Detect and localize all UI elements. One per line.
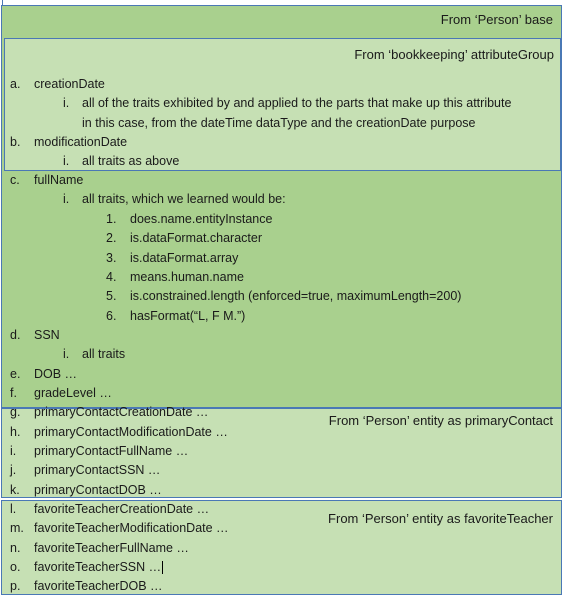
list-text: all of the traits exhibited by and applied to the parts that make up this attribute	[82, 96, 512, 110]
list-text: favoriteTeacherFullName …	[34, 541, 189, 555]
list-marker: 3.	[106, 251, 117, 265]
list-text: all traits	[82, 347, 126, 361]
text-cursor	[162, 561, 163, 574]
list-marker: 5.	[106, 289, 117, 303]
list-text: in this case, from the dateTime dataType and the creationDate purpose	[82, 116, 476, 130]
list-marker: j.	[10, 463, 17, 477]
list-marker: c.	[10, 173, 20, 187]
list-marker: k.	[10, 483, 20, 497]
list-marker: 6.	[106, 309, 117, 323]
list-marker: e.	[10, 367, 21, 381]
list-text: means.human.name	[130, 270, 244, 284]
list-text: favoriteTeacherDOB …	[34, 579, 163, 593]
list-text: primaryContactCreationDate …	[34, 405, 209, 419]
list-text: does.name.entityInstance	[130, 212, 273, 226]
list-text: primaryContactSSN …	[34, 463, 161, 477]
list-marker: 2.	[106, 231, 117, 245]
list-marker: m.	[10, 521, 24, 535]
list-text: DOB …	[34, 367, 78, 381]
list-marker: p.	[10, 579, 21, 593]
list-marker: h.	[10, 425, 21, 439]
list-text: creationDate	[34, 77, 105, 91]
list-text: favoriteTeacherSSN …	[34, 560, 162, 574]
favorite-teacher-heading: From ‘Person’ entity as favoriteTeacher	[328, 511, 553, 526]
list-marker: o.	[10, 560, 21, 574]
list-marker: i.	[63, 154, 70, 168]
list-text: modificationDate	[34, 135, 128, 149]
list-marker: f.	[10, 386, 17, 400]
list-text: primaryContactDOB …	[34, 483, 162, 497]
list-marker: g.	[10, 405, 21, 419]
bookkeeping-heading: From ‘bookkeeping’ attributeGroup	[354, 47, 554, 62]
list-text: primaryContactModificationDate …	[34, 425, 228, 439]
list-marker: i.	[10, 444, 17, 458]
list-marker: l.	[10, 502, 17, 516]
list-marker: i.	[63, 192, 70, 206]
list-text: favoriteTeacherCreationDate …	[34, 502, 210, 516]
primary-contact-heading: From ‘Person’ entity as primaryContact	[328, 413, 553, 428]
list-marker: d.	[10, 328, 21, 342]
list-text: primaryContactFullName …	[34, 444, 189, 458]
list-text: is.dataFormat.character	[130, 231, 262, 245]
list-marker: a.	[10, 77, 21, 91]
list-text: fullName	[34, 173, 84, 187]
list-text: is.constrained.length (enforced=true, maximumLength=200)	[130, 289, 462, 303]
person-base-heading: From ‘Person’ base	[440, 12, 553, 27]
list-marker: 1.	[106, 212, 117, 226]
list-text: hasFormat(“L, F M.”)	[130, 309, 246, 323]
list-text: is.dataFormat.array	[130, 251, 239, 265]
list-marker: 4.	[106, 270, 117, 284]
list-text: favoriteTeacherModificationDate …	[34, 521, 229, 535]
list-marker: i.	[63, 347, 70, 361]
list-text: gradeLevel …	[34, 386, 112, 400]
list-text: all traits, which we learned would be:	[82, 192, 286, 206]
list-text: all traits as above	[82, 154, 180, 168]
list-marker: b.	[10, 135, 21, 149]
list-marker: i.	[63, 96, 70, 110]
list-text: SSN	[34, 328, 60, 342]
list-marker: n.	[10, 541, 21, 555]
